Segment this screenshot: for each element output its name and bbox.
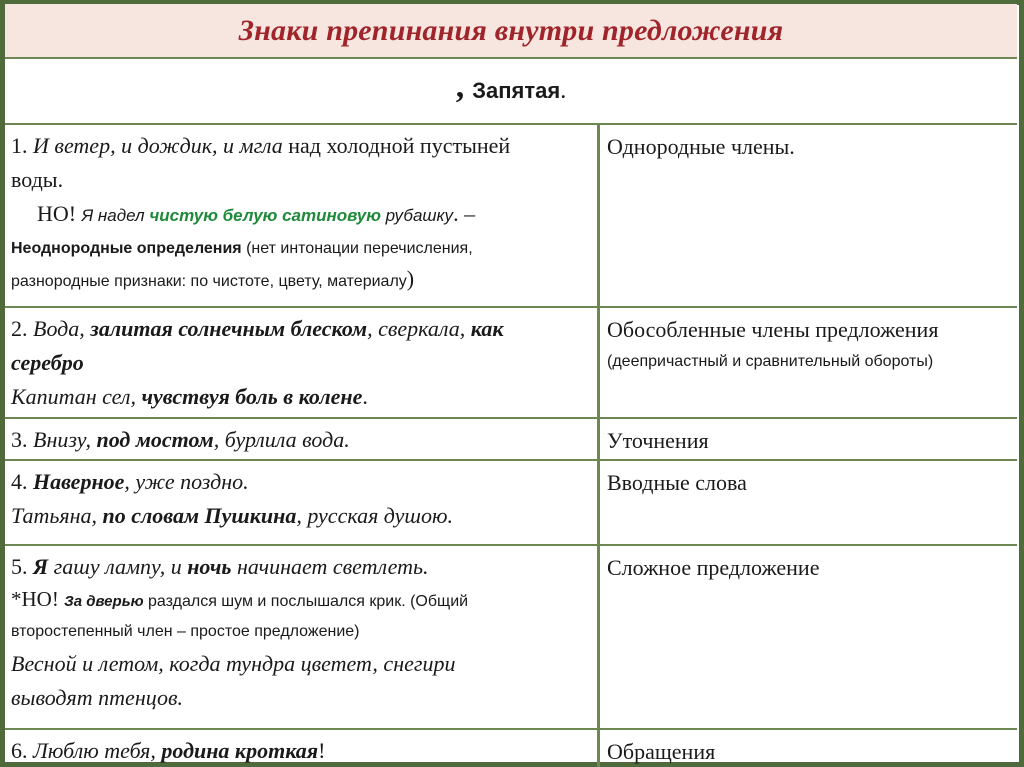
- example-text: , бурлила вода.: [213, 427, 350, 452]
- highlighted-phrase: Я: [33, 554, 49, 579]
- example-cell: [5, 730, 597, 767]
- example-text: . –: [453, 201, 476, 226]
- example-text: И ветер, и дождик, и мгла: [33, 133, 283, 158]
- column-divider: [597, 461, 600, 544]
- row-number: 1.: [11, 133, 33, 158]
- example-text: Люблю тебя,: [33, 738, 162, 763]
- highlighted-phrase: родина кроткая: [161, 738, 319, 763]
- page-title: Знаки препинания внутри предложения: [238, 13, 784, 47]
- rule-cell: [601, 308, 1017, 417]
- rule-cell: Уточнения: [607, 428, 709, 453]
- example-text: , уже поздно.: [124, 469, 249, 494]
- example-text: рубашку: [380, 206, 454, 225]
- section-heading: [5, 59, 1017, 123]
- example-cell: [5, 461, 597, 544]
- rule-label: Обособленные члены предложения: [607, 317, 939, 342]
- highlighted-phrase: ночь: [187, 554, 232, 579]
- section-name: Запятая: [472, 78, 561, 103]
- column-divider: [597, 546, 600, 728]
- section-period: .: [560, 77, 567, 104]
- highlighted-phrase: Наверное: [33, 469, 125, 494]
- row-number: 4.: [11, 469, 33, 494]
- highlighted-phrase: залитая солнечным блеском: [90, 316, 368, 341]
- example-text: Капитан сел,: [11, 384, 142, 409]
- example-text: .: [362, 384, 368, 409]
- row-number: 6.: [11, 738, 33, 763]
- column-divider: [597, 308, 600, 417]
- rule-note: (деепричастный и сравнительный обороты): [607, 353, 934, 370]
- rule-note: (нет интонации перечисления,: [241, 240, 473, 257]
- highlighted-phrase: чистую белую сатиновую: [149, 206, 381, 225]
- rule-note: ): [406, 266, 415, 291]
- rule-cell: Сложное предложение: [607, 555, 820, 580]
- example-cell: [5, 546, 597, 728]
- example-text: воды.: [11, 167, 64, 192]
- rules-table: [5, 123, 1017, 767]
- note-marker: НО!: [37, 201, 82, 226]
- highlighted-phrase: по словам Пушкина: [102, 503, 297, 528]
- example-text: выводят птенцов.: [11, 685, 184, 710]
- example-text: Татьяна,: [11, 503, 103, 528]
- rule-note: раздался шум и послышался крик. (Общий: [143, 593, 469, 610]
- example-text: Внизу,: [33, 427, 97, 452]
- table-row: [5, 728, 1017, 767]
- column-divider: [597, 125, 600, 306]
- rule-cell: Вводные слова: [607, 470, 747, 495]
- example-text: !: [318, 738, 326, 763]
- column-divider: [597, 419, 600, 459]
- table-row: [5, 306, 1017, 417]
- highlighted-phrase: За дверью: [64, 593, 144, 610]
- rule-note: второстепенный член – простое предложение): [11, 623, 360, 640]
- row-number: 3.: [11, 427, 33, 452]
- table-row: [5, 544, 1017, 728]
- example-cell: [5, 125, 597, 306]
- highlighted-phrase: серебро: [11, 350, 84, 375]
- row-number: 2.: [11, 316, 33, 341]
- example-text: Я надел: [81, 206, 150, 225]
- highlighted-phrase: как: [470, 316, 504, 341]
- highlighted-phrase: чувствуя боль в колене: [141, 384, 363, 409]
- example-text: над холодной пустыней: [282, 133, 511, 158]
- example-cell: [5, 308, 597, 417]
- title-bar: [5, 4, 1017, 59]
- column-divider: [597, 730, 600, 767]
- rule-term: Неоднородные определения: [11, 240, 242, 257]
- example-text: начинает светлеть.: [231, 554, 429, 579]
- rule-note: разнородные признаки: по чистоте, цвету, материалу: [11, 273, 407, 290]
- example-text: Весной и летом, когда тундра цветет, снегири: [11, 651, 456, 676]
- example-text: , сверкала,: [367, 316, 471, 341]
- table-row: [5, 123, 1017, 306]
- highlighted-phrase: под мостом: [96, 427, 214, 452]
- note-marker: *НО!: [11, 587, 65, 611]
- rule-cell: Обращения: [607, 739, 716, 764]
- table-row: [5, 417, 1017, 459]
- example-text: Вода,: [33, 316, 91, 341]
- example-text: , русская душою.: [296, 503, 454, 528]
- comma-mark: ,: [455, 68, 465, 105]
- example-text: гашу лампу, и: [48, 554, 188, 579]
- table-row: [5, 459, 1017, 544]
- row-number: 5.: [11, 554, 33, 579]
- example-cell: [5, 419, 597, 459]
- rule-cell: Однородные члены.: [607, 134, 795, 159]
